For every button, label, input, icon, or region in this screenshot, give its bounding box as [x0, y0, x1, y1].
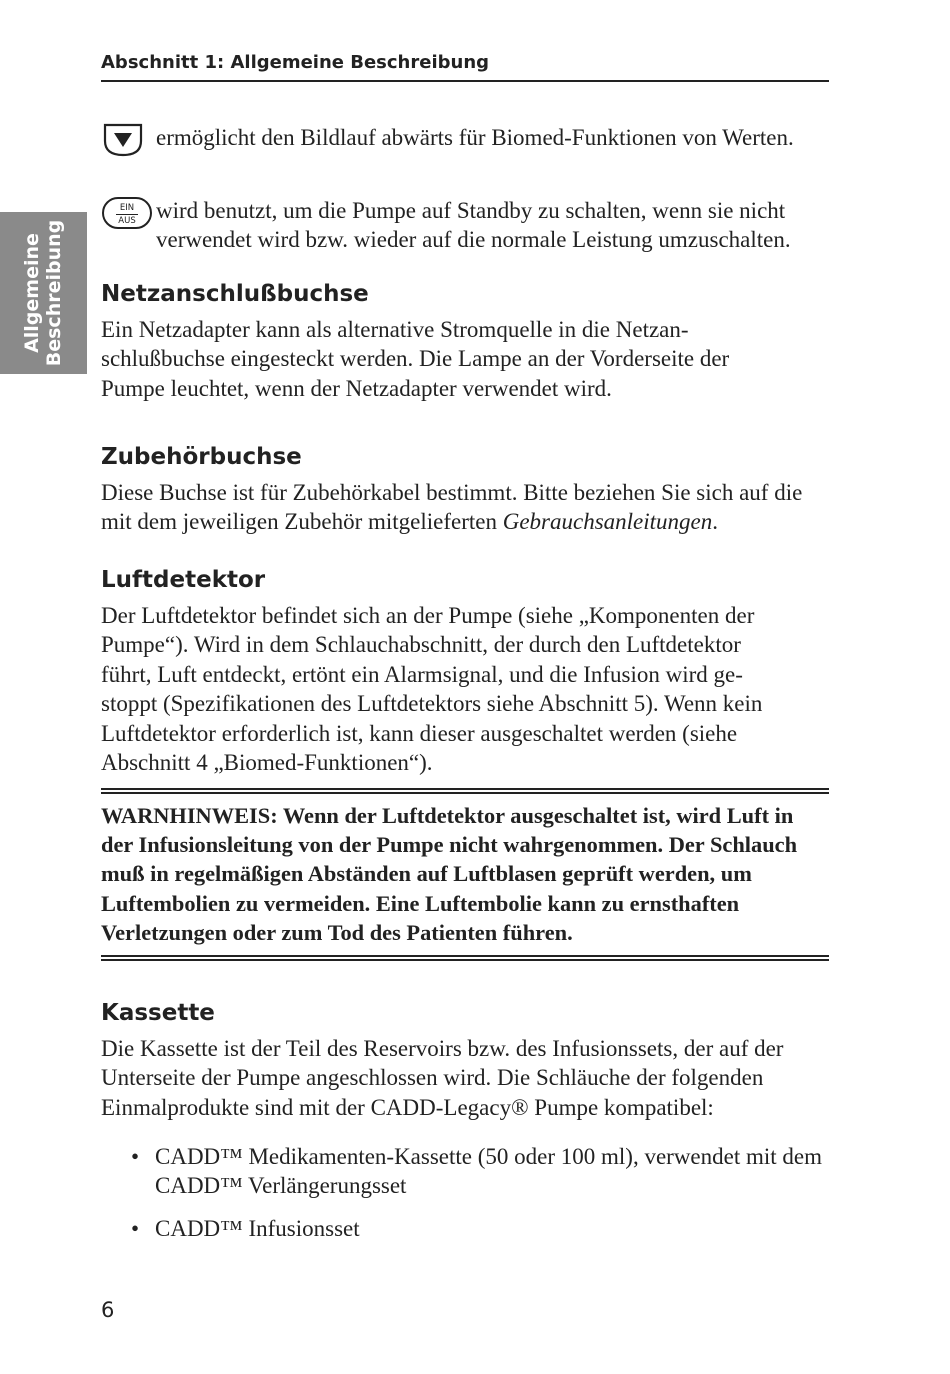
zubehoer-body-italic: Gebrauchsanleitungen: [502, 509, 713, 535]
luft-body-line: führt, Luft entdeckt, ertönt ein Alarmsignal, und die Infusion wird ge-: [101, 661, 743, 687]
list-item-text: CADD™ Infusionsset: [155, 1216, 360, 1241]
netz-body: [101, 315, 829, 403]
side-tab-line1: Allgemeine: [21, 233, 43, 353]
side-tab-label: [21, 220, 65, 367]
zubehoer-heading: Zubehörbuchse: [101, 444, 302, 470]
luft-heading: Luftdetektor: [101, 567, 266, 593]
zubehoer-body-end: .: [712, 509, 718, 535]
ein-label: EIN: [119, 203, 135, 213]
warning-top-rule: [101, 788, 829, 794]
zubehoer-body-start: Diese Buchse ist für Zubehörkabel bestimmt. Bitte beziehen Sie sich auf die mit dem jeweiligen Zubehör mitgelieferten: [101, 480, 803, 535]
luft-body-line: stoppt (Spezifikationen des Luftdetektors siehe Abschnitt 5). Wenn kein: [101, 691, 763, 717]
header-rule: [101, 80, 829, 82]
zubehoer-body: [101, 478, 829, 537]
aus-label: AUS: [118, 216, 136, 226]
netz-heading: Netzanschlußbuchse: [101, 281, 369, 307]
netz-body-line: schlußbuchse eingesteckt werden. Die Lampe an der Vorderseite der: [101, 346, 730, 372]
netz-body-line: Ein Netzadapter kann als alternative Stromquelle in die Netzan-: [101, 317, 689, 342]
down-arrow-key-icon: [102, 122, 144, 158]
page-number: 6: [101, 1298, 115, 1322]
kassette-heading: Kassette: [101, 1000, 215, 1026]
bullet-dot: •: [131, 1144, 140, 1169]
luft-body-line: Abschnitt 4 „Biomed-Funktionen“).: [101, 750, 433, 776]
side-tab-line2: Beschreibung: [43, 219, 65, 367]
section-header-title: Abschnitt 1: Allgemeine Beschreibung: [101, 52, 490, 73]
ein-aus-key-icon: [102, 197, 152, 229]
warning-bottom-rule: [101, 955, 829, 961]
ein-aus-separator: [116, 214, 138, 215]
kassette-body: Die Kassette ist der Teil des Reservoirs bzw. des Infusionssets, der auf der Unterseite der Pumpe angeschlossen wird. Die Schläuche der folgenden Einmalprodukte sind mit der CADD-Legacy® Pumpe kompatibel:: [101, 1036, 784, 1120]
warning-text: WARNHINWEIS: Wenn der Luftdetektor ausgeschaltet ist, wird Luft in der Infusionsleitung von der Pumpe nicht wahrgenommen. Der Schlauch muß in regelmäßigen Abständen auf Luftblasen geprüft werden, um Luftembolien zu vermeiden. Eine Luftembolie kann zu ernsthaften Verletzungen oder zum Tod des Patienten führen.: [101, 803, 798, 945]
ein-aus-key-description: wird benutzt, um die Pumpe auf Standby zu schalten, wenn sie nicht verwendet wird bzw. wieder auf die normale Leistung umzuschalten.: [156, 198, 791, 253]
netz-body-line: Pumpe leuchtet, wenn der Netzadapter verwendet wird.: [101, 375, 612, 401]
down-key-description: ermöglicht den Bildlauf abwärts für Biomed-Funktionen von Werten.: [156, 125, 794, 150]
luft-body-line: Der Luftdetektor befindet sich an der Pumpe (siehe „Komponenten der: [101, 603, 755, 628]
list-item-text: CADD™ Medikamenten-Kassette (50 oder 100 ml), verwendet mit dem CADD™ Verlängerungsset: [155, 1144, 823, 1199]
luft-body-line: Pumpe“). Wird in dem Schlauchabschnitt, der durch den Luftdetektor: [101, 632, 741, 658]
side-tab: [0, 212, 87, 374]
luft-body: [101, 601, 829, 777]
bullet-dot: •: [131, 1216, 140, 1241]
luft-body-line: Luftdetektor erforderlich ist, kann dieser ausgeschaltet werden (siehe: [101, 720, 738, 746]
